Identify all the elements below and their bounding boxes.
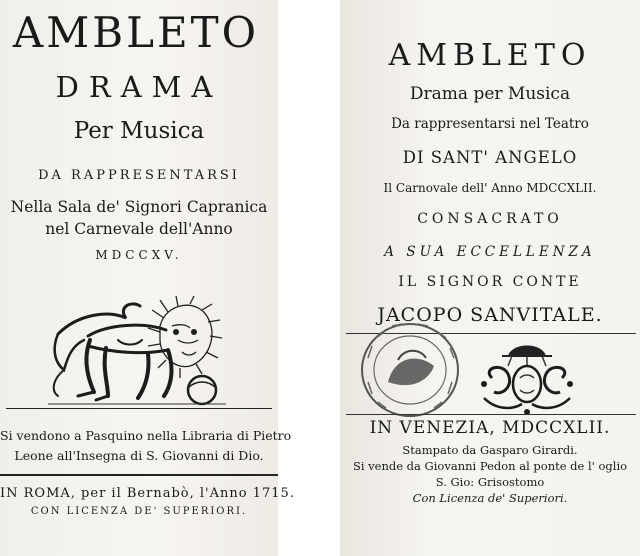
left-year: MDCCXV. xyxy=(95,248,183,262)
right-dedicatee: JACOPO SANVITALE. xyxy=(377,304,603,326)
left-venue-line-2: nel Carnevale dell'Anno xyxy=(45,220,233,238)
printer-ornament xyxy=(472,334,582,418)
left-sale-line-2: Leone all'Insegna di S. Giovanni di Dio. xyxy=(14,448,264,463)
right-theatre: DI SANT' ANGELO xyxy=(402,148,578,167)
title-page-1715 xyxy=(0,0,295,556)
right-city-year: IN VENEZIA, MDCCXLII. xyxy=(369,418,611,438)
right-performance-line: Da rappresentarsi nel Teatro xyxy=(391,116,589,132)
left-venue-line-1: Nella Sala de' Signori Capranica xyxy=(10,198,268,216)
left-sale-line-1: Si vendono a Pasquino nella Libraria di Pietro xyxy=(0,428,292,443)
right-seller-line-1: Si vende da Giovanni Pedon al ponte de l' oglio xyxy=(352,459,628,473)
left-subtitle: DRAMA xyxy=(55,70,223,104)
left-performance-line: DA RAPPRESENTARSI xyxy=(38,168,240,183)
right-genre: Drama per Musica xyxy=(409,84,571,104)
lion-woodcut-ornament xyxy=(48,296,228,406)
right-license: Con Licenza de' Superiori. xyxy=(412,491,568,505)
right-divider-bottom xyxy=(346,414,636,415)
right-signor-conte: IL SIGNOR CONTE xyxy=(398,274,582,290)
title-page-1742 xyxy=(340,0,640,556)
right-season: Il Carnovale dell' Anno MDCCXLII. xyxy=(383,181,597,195)
right-seller-line-2: S. Gio: Grisostomo xyxy=(435,475,545,489)
left-license: CON LICENZA DE' SUPERIORI. xyxy=(30,506,248,517)
left-genre: Per Musica xyxy=(73,118,205,144)
right-printer: Stampato da Gasparo Girardi. xyxy=(402,443,578,457)
right-dedication: CONSACRATO xyxy=(417,211,563,227)
left-title: AMBLETO xyxy=(12,8,260,57)
library-stamp-seal xyxy=(358,318,462,422)
right-to-excellency: A SUA ECCELLENZA xyxy=(384,244,596,260)
left-imprint: IN ROMA, per il Bernabò, l'Anno 1715. xyxy=(0,486,295,501)
left-divider-bottom xyxy=(0,474,278,476)
right-title: AMBLETO xyxy=(388,38,592,73)
left-divider-top xyxy=(6,408,272,409)
